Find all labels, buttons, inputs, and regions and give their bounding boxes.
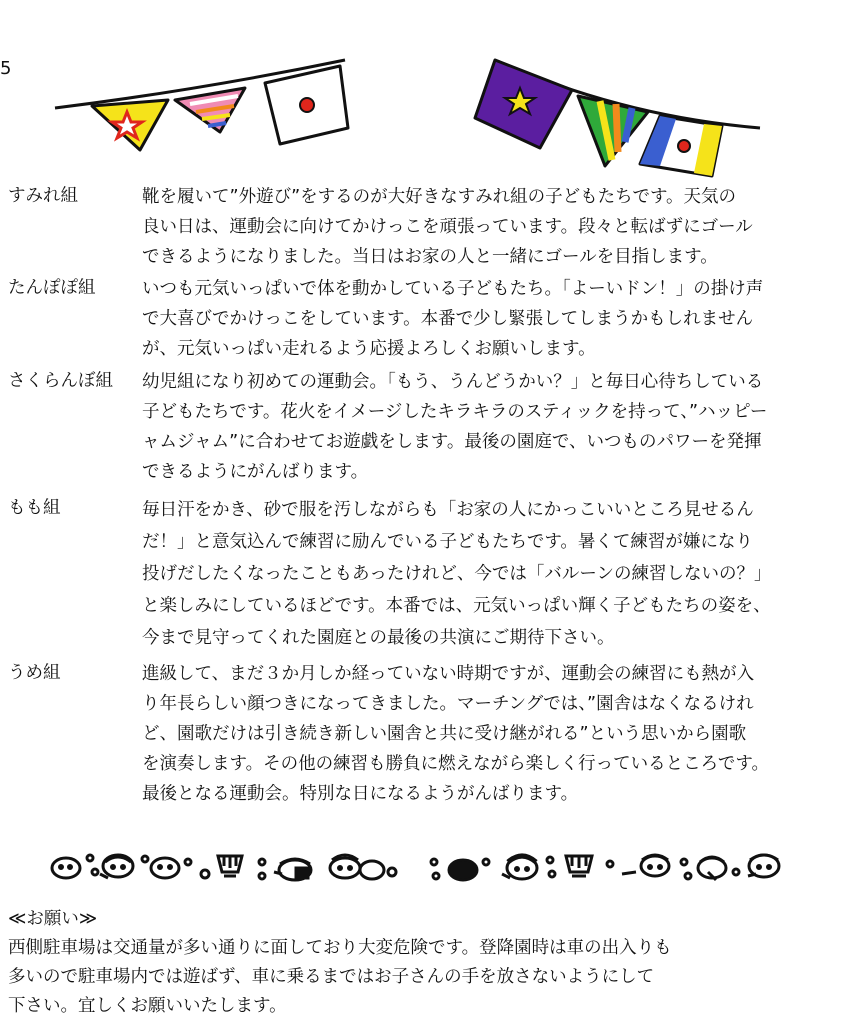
tricolor-flag [640, 116, 722, 176]
child-doodle [274, 859, 311, 880]
text-line: 進級して、まだ３か月しか経っていない時期ですが、運動会の練習にも熱が入 [142, 664, 755, 684]
class-description [142, 367, 857, 487]
notice-line: 下さい。宜しくお願いいたします。 [8, 996, 287, 1016]
child-doodle [566, 856, 613, 876]
text-line: いつも元気いっぱいで体を動かしている子どもたち。「よーいドン！」の掛け声 [142, 279, 764, 299]
text-line: ど、園歌だけは引き続き新しい園舎と共に受け継がれる”という思いから園歌 [142, 724, 747, 744]
text-line: できるようにがんばります。 [142, 462, 369, 482]
class-description [142, 274, 857, 364]
class-name: うめ組 [8, 663, 61, 683]
class-description [142, 659, 857, 809]
child-doodle [431, 859, 489, 880]
notice-line: 多いので駐車場内では遊ばず、車に乗るまではお子さんの手を放さないようにして [8, 967, 655, 987]
class-description [142, 182, 857, 272]
child-doodle [698, 857, 739, 880]
text-line: 良い日は、運動会に向けてかけっこを頑張っています。段々と転ばずにゴール [142, 217, 753, 237]
notice-section [8, 905, 858, 1021]
child-doodle [151, 858, 209, 878]
class-name: もも組 [8, 498, 61, 518]
purple-star-flag [475, 60, 572, 148]
class-description [142, 494, 857, 654]
child-doodle [218, 856, 265, 879]
class-name: たんぽぽ組 [8, 278, 96, 298]
child-doodle [622, 855, 691, 879]
rainbow-flag [578, 96, 648, 166]
text-line: 投げだしたくなったこともあったけれど、今では「バルーンの練習しないの？」 [142, 564, 772, 584]
notice-heading: ≪お願い≫ [8, 909, 98, 929]
notice-line: 西側駐車場は交通量が多い通りに面しており大変危険です。登降園時は車の出入りも [8, 938, 672, 958]
text-line: を演奏します。その他の練習も勝負に燃えながら楽しく行っているところです。 [142, 754, 770, 774]
text-line: できるようになりました。当日はお家の人と一緒にゴールを目指します。 [142, 247, 718, 267]
text-line: と楽しみにしているほどです。本番では、元気いっぱい輝く子どもたちの姿を、 [142, 596, 771, 616]
text-line: ャムジャム”に合わせてお遊戯をします。最後の園庭で、いつものパワーを発揮 [142, 432, 762, 452]
child-doodle [100, 855, 148, 878]
class-name: すみれ組 [8, 186, 78, 206]
stray-mark: 5 [0, 58, 12, 79]
circle-flag [265, 66, 348, 144]
text-line: 靴を履いて”外遊び”をするのが大好きなすみれ組の子どもたちです。天気の [142, 187, 737, 207]
text-line: が、元気いっぱい走れるよう応援よろしくお願いします。 [142, 339, 596, 359]
text-line: 幼児組になり初めての運動会。「もう、うんどうかい？」と毎日心待ちしている [142, 372, 764, 392]
flag-bunting-illustration [0, 48, 864, 178]
child-doodle [330, 855, 396, 879]
text-line: だ！」と意気込んで練習に励んでいる子どもたちです。暑くて練習が嫌になり [142, 532, 753, 552]
child-doodle [748, 855, 779, 877]
yellow-star-flag [92, 100, 168, 150]
text-line: 毎日汗をかき、砂で服を汚しながらも「お家の人にかっこいいところ見せるん [142, 500, 754, 520]
class-name: さくらんぼ組 [8, 371, 113, 391]
text-line: 最後となる運動会。特別な日になるようがんばります。 [142, 784, 579, 804]
text-line: で大喜びでかけっこをしています。本番で少し緊張してしまうかもしれません [142, 309, 754, 329]
text-line: り年長らしい顔つきになってきました。マーチングでは、”園舎はなくなるけれ [142, 694, 754, 714]
child-doodle [52, 855, 98, 878]
text-line: 今まで見守ってくれた園庭との最後の共演にご期待下さい。 [142, 628, 615, 648]
text-line: 子どもたちです。花火をイメージしたキラキラのスティックを持って、”ハッピー [142, 402, 768, 422]
child-doodle [502, 856, 555, 879]
striped-flag [175, 88, 245, 132]
children-border-illustration [0, 842, 864, 892]
